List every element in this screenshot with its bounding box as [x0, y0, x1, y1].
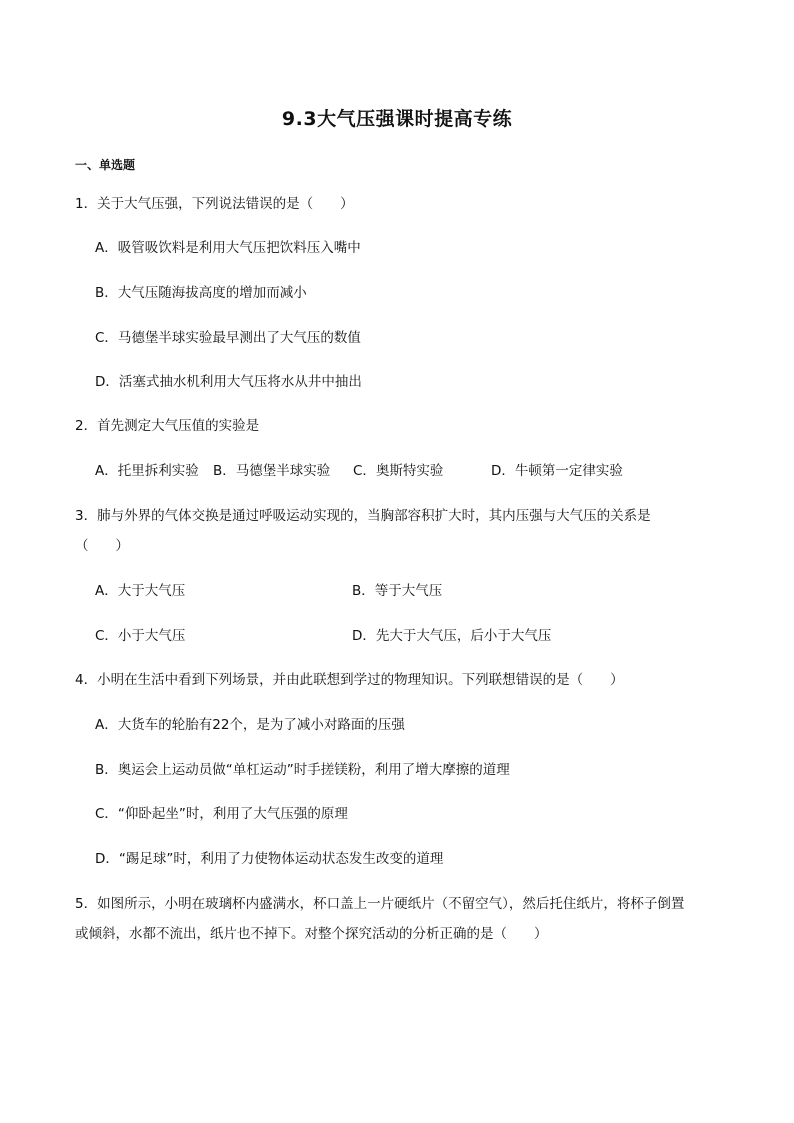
- page-title: 9.3大气压强课时提高专练: [281, 108, 513, 130]
- question-2-option-a: A．托里拆利实验: [95, 463, 199, 479]
- question-4-option-a: A．大货车的轮胎有22个，是为了减小对路面的压强: [95, 717, 405, 733]
- question-4-option-b: B．奥运会上运动员做“单杠运动”时手搓镁粉，利用了增大摩擦的道理: [95, 762, 510, 778]
- question-2-option-b: B．马德堡半球实验: [213, 463, 331, 479]
- question-3-stem-continued: （ ）: [75, 538, 129, 554]
- question-2-option-d: D．牛顿第一定律实验: [491, 463, 623, 479]
- question-1-option-a: A．吸管吸饮料是利用大气压把饮料压入嘴中: [95, 240, 361, 256]
- question-1-option-d: D．活塞式抽水机利用大气压将水从井中抽出: [95, 374, 362, 390]
- section-heading: 一、单选题: [75, 158, 136, 172]
- question-4-stem: 4．小明在生活中看到下列场景，并由此联想到学过的物理知识。下列联想错误的是（ ）: [75, 672, 624, 688]
- question-2-option-c: C．奥斯特实验: [353, 463, 444, 479]
- question-5-stem-continued: 或倾斜，水都不流出，纸片也不掉下。对整个探究活动的分析正确的是（ ）: [75, 926, 548, 942]
- question-5-stem: 5．如图所示，小明在玻璃杯内盛满水，杯口盖上一片硬纸片（不留空气），然后托住纸片，将杯子倒置: [75, 896, 685, 912]
- question-3-option-b: B．等于大气压: [352, 583, 443, 599]
- question-1-option-b: B．大气压随海拔高度的增加而减小: [95, 285, 307, 301]
- question-1-option-c: C．马德堡半球实验最早测出了大气压的数值: [95, 330, 361, 346]
- question-4-option-c: C．“仰卧起坐”时，利用了大气压强的原理: [95, 806, 348, 822]
- question-3-option-c: C．小于大气压: [95, 628, 186, 644]
- question-2-stem: 2．首先测定大气压值的实验是: [75, 418, 260, 434]
- question-3-option-a: A．大于大气压: [95, 583, 186, 599]
- question-3-option-d: D．先大于大气压，后小于大气压: [352, 628, 552, 644]
- question-1-stem: 1．关于大气压强，下列说法错误的是（ ）: [75, 196, 354, 212]
- question-3-stem: 3．肺与外界的气体交换是通过呼吸运动实现的，当胸部容积扩大时，其内压强与大气压的关系是: [75, 508, 651, 524]
- question-4-option-d: D．“踢足球”时，利用了力使物体运动状态发生改变的道理: [95, 851, 444, 867]
